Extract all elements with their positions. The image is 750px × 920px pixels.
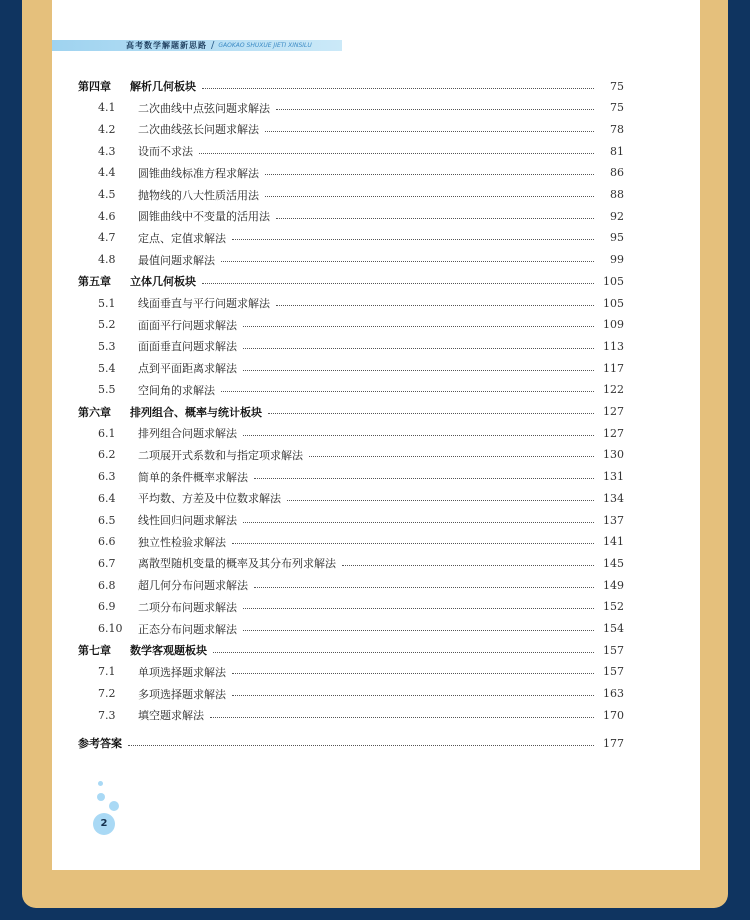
toc-leader-dots [254, 587, 594, 588]
toc-title: 正态分布问题求解法 [138, 622, 237, 636]
toc-leader-dots [243, 435, 594, 436]
toc-page-number: 152 [603, 600, 624, 614]
toc-leader-dots [221, 261, 594, 262]
toc-section-row[interactable] [78, 488, 624, 508]
toc-section-row[interactable] [78, 705, 624, 725]
toc-title: 二次曲线弦长问题求解法 [138, 123, 259, 137]
toc-title: 面面垂直问题求解法 [138, 340, 237, 354]
decorative-bubble [97, 793, 105, 801]
toc-number: 4.8 [98, 253, 116, 267]
toc-number: 5.4 [98, 361, 116, 375]
toc-section-row[interactable] [78, 315, 624, 335]
toc-section-row[interactable] [78, 141, 624, 161]
toc-chapter-row[interactable] [78, 640, 624, 660]
toc-page-number: 113 [603, 339, 624, 353]
toc-number: 4.3 [98, 144, 116, 158]
toc-title: 二项展开式系数和与指定项求解法 [138, 448, 303, 462]
toc-number: 7.2 [98, 687, 116, 701]
toc-leader-dots [232, 239, 594, 240]
toc-section-row[interactable] [78, 380, 624, 400]
toc-leader-dots [243, 630, 594, 631]
toc-leader-dots [243, 608, 594, 609]
toc-page-number: 86 [610, 166, 624, 180]
toc-leader-dots [254, 478, 594, 479]
toc-title: 参考答案 [78, 737, 122, 750]
toc-number: 4.2 [98, 122, 116, 136]
toc-leader-dots [210, 717, 594, 718]
toc-page-number: 95 [610, 231, 624, 245]
toc-title: 线面垂直与平行问题求解法 [138, 297, 270, 310]
toc-leader-dots [221, 391, 594, 392]
toc-title: 设而不求法 [138, 145, 193, 159]
toc-leader-dots [243, 522, 594, 523]
toc-section-row[interactable] [78, 98, 624, 118]
toc-page-number: 127 [603, 405, 624, 418]
toc-page-number: 75 [610, 101, 624, 115]
toc-leader-dots [265, 131, 594, 132]
toc-leader-dots [202, 283, 594, 284]
toc-section-row[interactable] [78, 250, 624, 270]
toc-page-number: 157 [603, 665, 624, 679]
toc-number: 4.6 [98, 209, 116, 223]
toc-title: 点到平面距离求解法 [138, 362, 237, 376]
toc-section-row[interactable] [78, 662, 624, 682]
toc-section-row[interactable] [78, 185, 624, 205]
toc-leader-dots [232, 673, 594, 674]
toc-title: 二项分布问题求解法 [138, 600, 237, 614]
toc-title: 线性回归问题求解法 [138, 514, 237, 527]
toc-section-row[interactable] [78, 619, 624, 639]
toc-leader-dots [202, 88, 594, 89]
toc-chapter-row[interactable] [78, 76, 624, 96]
toc-number: 6.4 [98, 491, 116, 505]
toc-title: 数学客观题板块 [130, 644, 207, 658]
toc-number: 6.1 [98, 426, 116, 440]
toc-number: 6.5 [98, 513, 116, 527]
toc-page-number: 170 [603, 708, 624, 722]
toc-section-row[interactable] [78, 575, 624, 595]
toc-page-number: 141 [603, 535, 624, 549]
toc-leader-dots [309, 456, 594, 457]
toc-page-number: 127 [603, 426, 624, 440]
toc-leader-dots [265, 196, 594, 197]
toc-title: 填空题求解法 [138, 709, 204, 723]
toc-leader-dots [276, 218, 594, 219]
toc-page-number: 109 [603, 318, 624, 332]
toc-section-row[interactable] [78, 358, 624, 378]
toc-page-number: 105 [603, 296, 624, 310]
toc-section-row[interactable] [78, 467, 624, 487]
toc-leader-dots [265, 174, 594, 175]
toc-leader-dots [287, 500, 594, 501]
toc-leader-dots [342, 565, 594, 566]
toc-number: 第五章 [78, 275, 111, 289]
toc-section-row[interactable] [78, 163, 624, 183]
toc-number: 6.8 [98, 578, 116, 592]
decorative-bubble [109, 801, 119, 811]
toc-page-number: 75 [610, 79, 624, 93]
toc-page-number: 131 [603, 470, 624, 484]
toc-section-row[interactable] [78, 293, 624, 313]
toc-number: 5.3 [98, 339, 116, 353]
toc-leader-dots [276, 305, 594, 306]
toc-number: 4.7 [98, 231, 116, 245]
toc-chapter-row[interactable] [78, 271, 624, 291]
toc-number: 6.10 [98, 622, 123, 635]
toc-number: 4.5 [98, 188, 116, 201]
toc-page-number: 134 [603, 491, 624, 505]
toc-page-number: 163 [603, 687, 624, 701]
toc-page-number: 154 [603, 622, 624, 635]
toc-number: 6.9 [98, 600, 116, 614]
toc-leader-dots [268, 413, 594, 414]
toc-section-row[interactable] [78, 597, 624, 617]
toc-leader-dots [213, 652, 594, 653]
toc-number: 6.2 [98, 448, 116, 462]
toc-page-number: 92 [610, 209, 624, 223]
toc-title: 圆锥曲线中不变量的活用法 [138, 210, 270, 224]
toc-title: 平均数、方差及中位数求解法 [138, 492, 281, 506]
toc-title: 定点、定值求解法 [138, 231, 226, 245]
toc-title: 排列组合、概率与统计板块 [130, 405, 262, 419]
toc-leader-dots [232, 695, 594, 696]
toc-section-row[interactable] [78, 336, 624, 356]
toc-page-number: 157 [603, 643, 624, 657]
toc-title: 超几何分布问题求解法 [138, 579, 248, 593]
toc-chapter-row[interactable] [78, 402, 624, 422]
toc-page-number: 117 [603, 361, 624, 375]
toc-number: 7.3 [98, 708, 116, 722]
toc-title: 圆锥曲线标准方程求解法 [138, 166, 259, 180]
toc-section-row[interactable] [78, 684, 624, 704]
toc-page-number: 177 [603, 736, 624, 750]
page-number: 2 [93, 813, 115, 835]
toc-number: 5.1 [98, 296, 116, 310]
toc-leader-dots [243, 326, 594, 327]
toc-title: 独立性检验求解法 [138, 535, 226, 549]
toc-title: 二次曲线中点弦问题求解法 [138, 101, 270, 115]
toc-number: 4.4 [98, 166, 116, 180]
toc-title: 离散型随机变量的概率及其分布列求解法 [138, 557, 336, 571]
toc-title: 排列组合问题求解法 [138, 427, 237, 441]
toc-title: 单项选择题求解法 [138, 665, 226, 679]
toc-page-number: 99 [610, 253, 624, 267]
toc-section-row[interactable] [78, 445, 624, 465]
toc-title: 立体几何板块 [130, 275, 196, 289]
header-subtitle: GAOKAO SHUXUE JIETI XINSILU [218, 42, 312, 49]
running-header [52, 40, 342, 51]
toc-number: 7.1 [98, 665, 116, 679]
toc-number: 第四章 [78, 80, 111, 93]
toc-leader-dots [128, 745, 594, 746]
toc-section-row[interactable] [78, 206, 624, 226]
toc-title: 面面平行问题求解法 [138, 318, 237, 332]
toc-section-row[interactable] [78, 553, 624, 573]
toc-section-row[interactable] [78, 119, 624, 139]
toc-leader-dots [243, 348, 594, 349]
toc-page-number: 78 [610, 122, 624, 136]
toc-number: 6.3 [98, 470, 116, 484]
toc-page-number: 149 [603, 578, 624, 592]
toc-page-number: 137 [603, 513, 624, 527]
toc-number: 4.1 [98, 101, 116, 115]
toc-title: 简单的条件概率求解法 [138, 470, 248, 484]
decorative-bubble [98, 781, 103, 786]
toc-leader-dots [243, 370, 594, 371]
toc-title: 解析几何板块 [130, 80, 196, 93]
toc-section-row[interactable] [78, 228, 624, 248]
toc-number: 6.7 [98, 556, 116, 570]
toc-title: 多项选择题求解法 [138, 687, 226, 701]
toc-number: 第七章 [78, 644, 111, 658]
header-title: 高考数学解题新思路 [126, 41, 207, 50]
toc-chapter-row[interactable] [78, 733, 624, 753]
toc-leader-dots [232, 543, 594, 544]
toc-number: 5.5 [98, 383, 116, 397]
header-divider: / [211, 40, 215, 51]
toc-leader-dots [276, 109, 594, 110]
toc-page-number: 130 [603, 448, 624, 462]
toc-page-number: 105 [603, 274, 624, 288]
toc-number: 6.6 [98, 535, 116, 549]
toc-title: 空间角的求解法 [138, 383, 215, 397]
toc-page-number: 122 [603, 383, 624, 397]
toc-title: 最值问题求解法 [138, 253, 215, 267]
toc-page-number: 88 [610, 188, 624, 201]
toc-page-number: 145 [603, 556, 624, 570]
toc-page-number: 81 [610, 144, 624, 158]
toc-section-row[interactable] [78, 510, 624, 530]
toc-section-row[interactable] [78, 423, 624, 443]
toc-number: 第六章 [78, 405, 111, 419]
toc-number: 5.2 [98, 318, 116, 332]
toc-title: 抛物线的八大性质活用法 [138, 188, 259, 202]
toc-section-row[interactable] [78, 532, 624, 552]
toc-leader-dots [199, 153, 594, 154]
